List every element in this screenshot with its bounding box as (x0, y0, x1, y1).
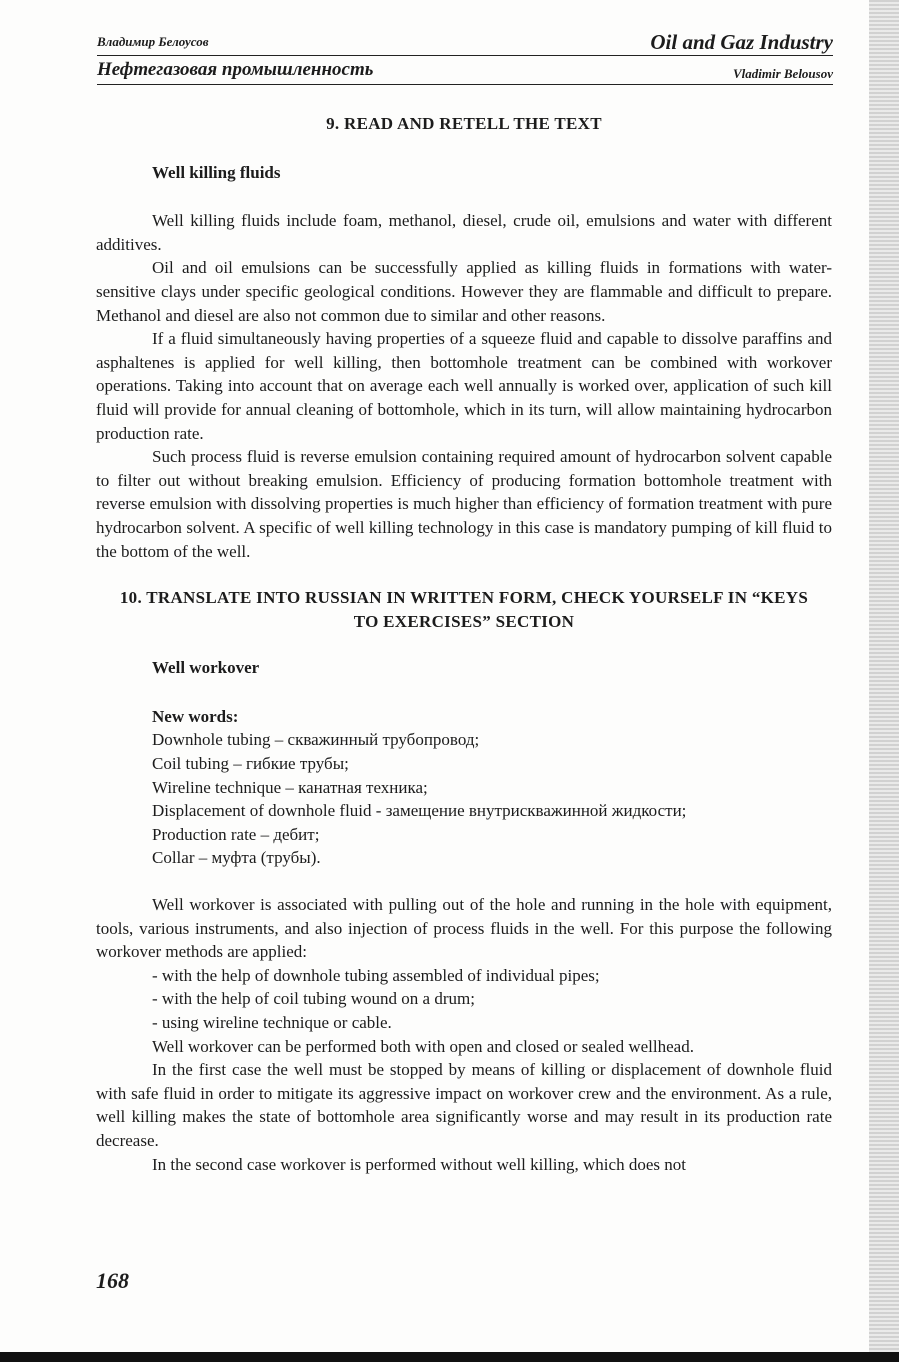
scan-edge-shading (869, 0, 899, 1362)
paragraph: In the second case workover is performed without well killing, which does not (152, 1154, 686, 1174)
header-book-title-ru: Нефтегазовая промышленность (97, 59, 374, 80)
new-words-label: New words: (152, 706, 239, 726)
new-word-item: Collar – муфта (трубы). (152, 848, 321, 868)
section-10-title: 10. TRANSLATE INTO RUSSIAN IN WRITTEN FORM, CHECK YOURSELF IN “KEYS TO EXERCISES” SECTION (119, 588, 809, 631)
paragraph: Well workover is associated with pulling out of the hole and running in the hole with equipment, tools, various instruments, and also injection of process fluids in the well. For this purpose the following workover methods are applied: (96, 895, 832, 962)
page-body (96, 112, 832, 1176)
list-item: - with the help of coil tubing wound on a drum; (152, 989, 475, 1009)
new-word-item: Wireline technique – канатная техника; (152, 777, 428, 797)
header-author-en: Vladimir Belousov (732, 66, 833, 81)
list-item: - with the help of downhole tubing assembled of individual pipes; (152, 965, 600, 985)
list-item: - using wireline technique or cable. (152, 1013, 392, 1032)
new-word-item: Downhole tubing – скважинный трубопровод; (152, 730, 480, 750)
header-author-ru: Владимир Белоусов (97, 34, 209, 49)
new-word-item: Production rate – дебит; (152, 824, 320, 844)
new-word-item: Coil tubing – гибкие трубы; (152, 754, 349, 774)
paragraph: Such process fluid is reverse emulsion containing required amount of hydrocarbon solvent capable to filter out without breaking emulsion. Efficiency of producing formation bottomhole treatment with reverse emulsion with dissolving properties is much higher than efficiency of formation treatment with pure hydrocarbon solvent. A specific of well killing technology in this case is mandatory pumping of kill fluid to the bottom of the well. (96, 447, 832, 561)
scan-bottom-edge (0, 1352, 899, 1362)
header-book-title-en: Oil and Gaz Industry (650, 30, 833, 54)
page-number: 168 (96, 1268, 129, 1293)
paragraph: Well killing fluids include foam, methanol, diesel, crude oil, emulsions and water with different additives. (96, 211, 832, 254)
paragraph: Oil and oil emulsions can be successfully applied as killing fluids in formations with water-sensitive clays under specific geological conditions. However they are flammable and difficult to prepare. Methanol and diesel are also not common due to similar and other reasons. (96, 258, 832, 325)
spacer (96, 870, 832, 893)
section-10-subtitle: Well workover (152, 658, 260, 678)
section-9-title: 9. READ AND RETELL THE TEXT (326, 114, 602, 133)
header-rule (97, 55, 833, 56)
paragraph: If a fluid simultaneously having properties of a squeeze fluid and capable to dissolve paraffins and asphaltenes is applied for well killing, then bottomhole treatment can be combined with workover operations. Taking into account that on average each well annually is worked over, application of such kill fluid will provide for annual cleaning of bottomhole, which in its turn, will allow maintaining hydrocarbon production rate. (96, 329, 832, 443)
new-word-item: Displacement of downhole fluid - замещение внутрискважинной жидкости; (152, 801, 687, 821)
paragraph: Well workover can be performed both with open and closed or sealed wellhead. (152, 1036, 694, 1056)
header-rule-bottom (97, 84, 833, 85)
paragraph: In the first case the well must be stopped by means of killing or displacement of downhole fluid with safe fluid in order to mitigate its aggressive impact on workover crew and the environment. As a rule, well killing makes the state of bottomhole area significantly worse and may result in its production rate decrease. (96, 1060, 832, 1150)
section-9-subtitle: Well killing fluids (152, 162, 281, 182)
